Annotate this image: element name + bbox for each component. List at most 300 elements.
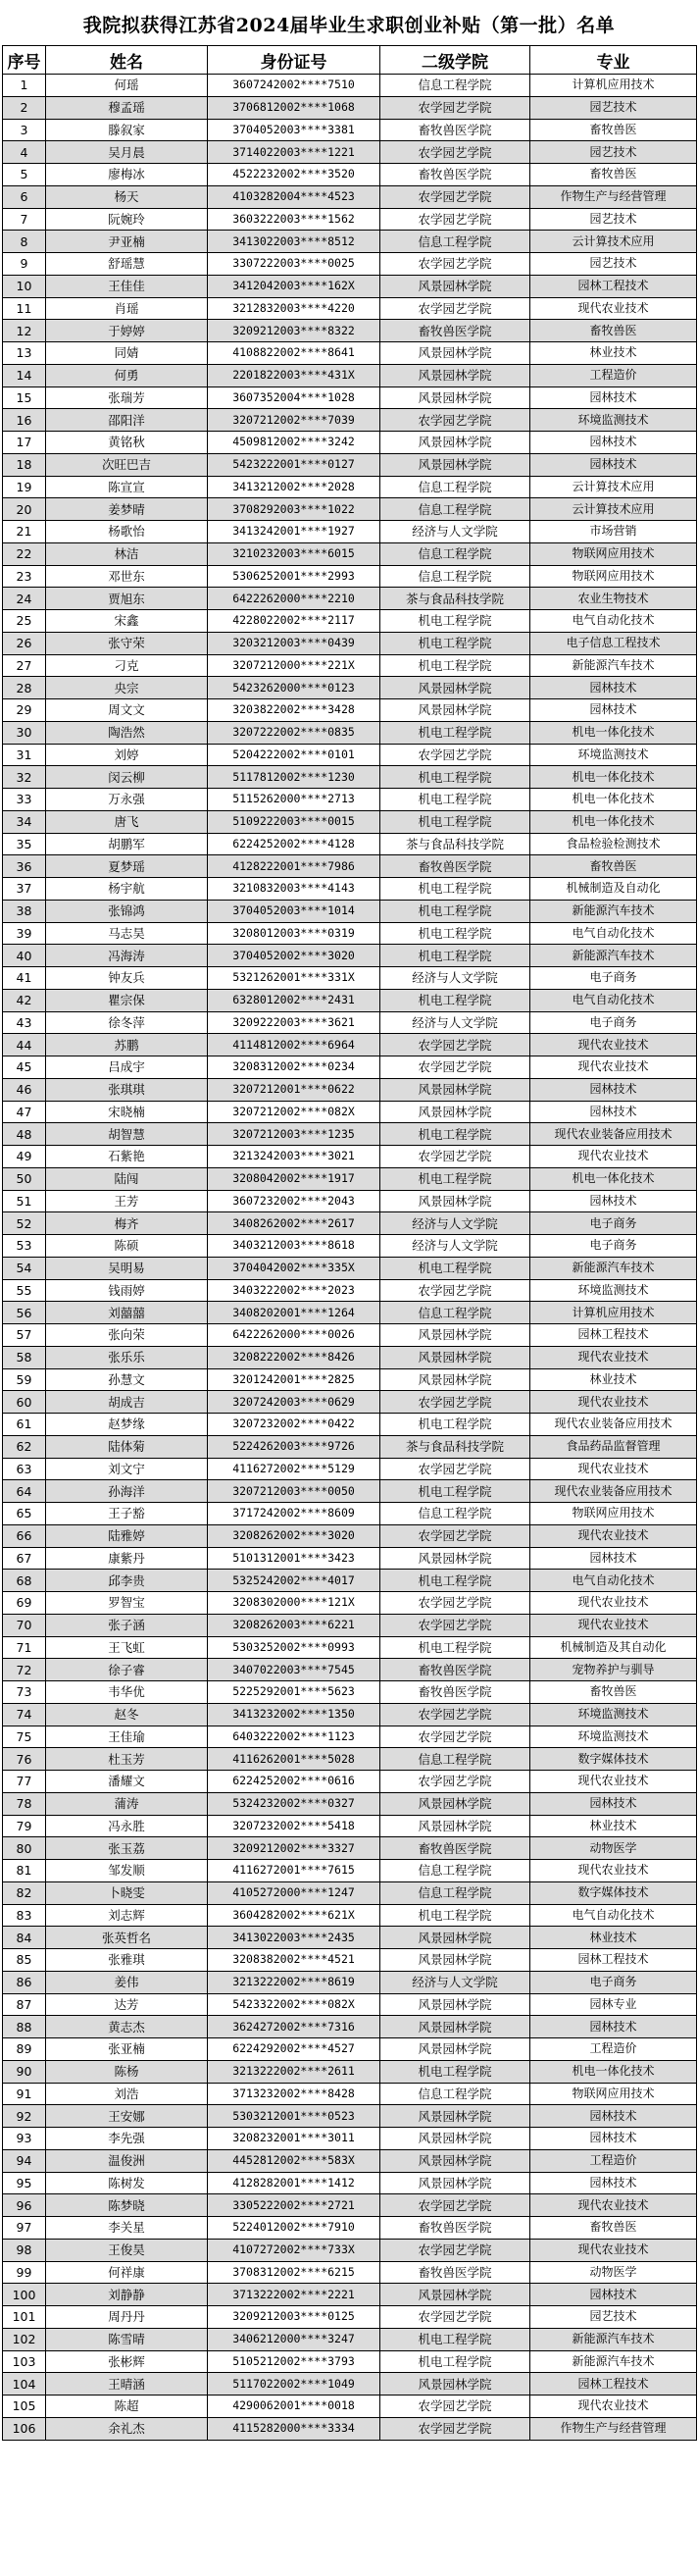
cell-college: 风景园林学院 [380,2128,530,2150]
table-row [3,2373,697,2396]
cell-college: 风景园林学院 [380,1815,530,1837]
cell-serial-number: 93 [3,2128,46,2150]
cell-serial-number: 84 [3,1927,46,1949]
cell-name: 刘静静 [46,2284,208,2306]
cell-name: 周文文 [46,699,208,722]
cell-name: 吴明易 [46,1257,208,1279]
table-row [3,1524,697,1547]
cell-college: 风景园林学院 [380,1927,530,1949]
cell-college: 机电工程学院 [380,1636,530,1659]
cell-id-number: 3704042002****335X [208,1257,380,1279]
cell-serial-number: 83 [3,1904,46,1927]
table-row [3,1993,697,2016]
table-row [3,2261,697,2284]
table-row [3,1815,697,1837]
cell-name: 钟友兵 [46,967,208,990]
cell-name: 夏梦瑶 [46,855,208,878]
cell-serial-number: 38 [3,900,46,922]
cell-serial-number: 15 [3,386,46,409]
table-row [3,1570,697,1592]
cell-id-number: 5224012002****7910 [208,2217,380,2240]
cell-serial-number: 102 [3,2328,46,2350]
cell-serial-number: 99 [3,2261,46,2284]
cell-name: 何祥康 [46,2261,208,2284]
cell-name: 张琪琪 [46,1078,208,1101]
table-row [3,342,697,365]
cell-college: 风景园林学院 [380,1547,530,1570]
cell-college: 农学园艺学院 [380,1458,530,1480]
cell-major: 云计算技术应用 [530,498,697,521]
cell-name: 李先强 [46,2128,208,2150]
cell-name: 冯永胜 [46,1815,208,1837]
header-serial-number: 序号 [3,46,46,75]
cell-serial-number: 65 [3,1503,46,1525]
cell-college: 茶与食品科技学院 [380,833,530,855]
cell-id-number: 3706812002****1068 [208,96,380,119]
cell-id-number: 3403212003****8618 [208,1235,380,1258]
cell-serial-number: 82 [3,1881,46,1904]
cell-id-number: 4105272000****1247 [208,1881,380,1904]
cell-id-number: 3207212000****221X [208,654,380,677]
cell-college: 信息工程学院 [380,1748,530,1771]
table-row [3,409,697,432]
cell-name: 刘囍囍 [46,1302,208,1324]
cell-id-number: 6224252002****0616 [208,1771,380,1793]
table-row [3,833,697,855]
cell-name: 姜梦晴 [46,498,208,521]
cell-id-number: 3207212002****082X [208,1101,380,1123]
cell-id-number: 3603222003****1562 [208,208,380,231]
cell-major: 新能源汽车技术 [530,654,697,677]
cell-id-number: 3207232002****5418 [208,1815,380,1837]
cell-major: 畜牧兽医 [530,2217,697,2240]
cell-major: 园艺技术 [530,2306,697,2329]
cell-college: 风景园林学院 [380,386,530,409]
cell-serial-number: 61 [3,1414,46,1436]
cell-id-number: 5105212002****3793 [208,2350,380,2373]
cell-college: 风景园林学院 [380,1346,530,1368]
cell-major: 新能源汽车技术 [530,945,697,967]
cell-college: 风景园林学院 [380,2284,530,2306]
table-row [3,766,697,789]
cell-name: 瞿宗保 [46,989,208,1011]
cell-college: 农学园艺学院 [380,208,530,231]
header-major: 专业 [530,46,697,75]
cell-college: 风景园林学院 [380,2172,530,2194]
cell-name: 张锦鸿 [46,900,208,922]
cell-serial-number: 31 [3,744,46,766]
cell-id-number: 4115282000****3334 [208,2417,380,2440]
cell-serial-number: 94 [3,2149,46,2172]
cell-name: 宋晓楠 [46,1101,208,1123]
cell-serial-number: 40 [3,945,46,967]
cell-serial-number: 74 [3,1703,46,1726]
cell-serial-number: 51 [3,1190,46,1212]
cell-id-number: 4452812002****583X [208,2149,380,2172]
cell-id-number: 3208232001****3011 [208,2128,380,2150]
cell-id-number: 3209212003****8322 [208,320,380,342]
table-row [3,1257,697,1279]
cell-college: 畜牧兽医学院 [380,2217,530,2240]
cell-name: 孙海洋 [46,1480,208,1503]
cell-college: 机电工程学院 [380,1570,530,1592]
cell-serial-number: 43 [3,1011,46,1034]
table-row [3,1881,697,1904]
cell-college: 风景园林学院 [380,677,530,699]
cell-major: 新能源汽车技术 [530,2328,697,2350]
cell-major: 园林技术 [530,386,697,409]
cell-serial-number: 62 [3,1435,46,1458]
cell-name: 次旺巴吉 [46,453,208,476]
cell-major: 林业技术 [530,1368,697,1391]
cell-id-number: 4128282001****1412 [208,2172,380,2194]
cell-name: 张守荣 [46,632,208,654]
cell-serial-number: 50 [3,1167,46,1190]
table-row [3,1837,697,1860]
cell-serial-number: 57 [3,1324,46,1347]
cell-id-number: 2201822003****431X [208,364,380,386]
cell-college: 信息工程学院 [380,1503,530,1525]
cell-serial-number: 45 [3,1056,46,1079]
cell-college: 机电工程学院 [380,2328,530,2350]
cell-name: 刁克 [46,654,208,677]
cell-college: 信息工程学院 [380,231,530,253]
header-name: 姓名 [46,46,208,75]
cell-major: 电气自动化技术 [530,1570,697,1592]
cell-name: 闵云柳 [46,766,208,789]
table-row [3,1748,697,1771]
cell-id-number: 3607242002****7510 [208,75,380,97]
cell-id-number: 3305222002****2721 [208,2194,380,2217]
cell-major: 园林技术 [530,1792,697,1815]
cell-id-number: 5324232002****0327 [208,1792,380,1815]
cell-major: 电气自动化技术 [530,922,697,945]
document-title: 我院拟获得江苏省2024届毕业生求职创业补贴（第一批）名单 [82,15,616,36]
cell-major: 园艺技术 [530,96,697,119]
cell-serial-number: 69 [3,1592,46,1615]
table-row [3,2417,697,2440]
cell-college: 农学园艺学院 [380,1034,530,1056]
cell-major: 园林技术 [530,2284,697,2306]
table-row [3,610,697,633]
cell-name: 黄铭秋 [46,432,208,454]
table-row [3,1167,697,1190]
cell-college: 农学园艺学院 [380,185,530,208]
cell-serial-number: 89 [3,2038,46,2061]
cell-name: 王安娜 [46,2105,208,2128]
table-row [3,1235,697,1258]
cell-major: 园林技术 [530,699,697,722]
cell-serial-number: 6 [3,185,46,208]
cell-id-number: 5423322002****082X [208,1993,380,2016]
cell-college: 机电工程学院 [380,1167,530,1190]
cell-id-number: 3207212003****1235 [208,1123,380,1146]
cell-id-number: 4108822002****8641 [208,342,380,365]
cell-id-number: 3413212002****2028 [208,476,380,498]
cell-serial-number: 42 [3,989,46,1011]
cell-major: 数字媒体技术 [530,1748,697,1771]
cell-id-number: 3413232002****1350 [208,1703,380,1726]
cell-serial-number: 63 [3,1458,46,1480]
cell-serial-number: 46 [3,1078,46,1101]
cell-serial-number: 86 [3,1971,46,1993]
cell-college: 信息工程学院 [380,1302,530,1324]
cell-name: 滕叙家 [46,119,208,141]
table-row [3,878,697,901]
cell-id-number: 3406212000****3247 [208,2328,380,2350]
table-row [3,1726,697,1748]
cell-major: 现代农业技术 [530,1056,697,1079]
cell-college: 机电工程学院 [380,900,530,922]
header-college: 二级学院 [380,46,530,75]
cell-major: 园艺技术 [530,141,697,164]
cell-id-number: 5204222002****0101 [208,744,380,766]
cell-serial-number: 105 [3,2396,46,2418]
cell-college: 农学园艺学院 [380,2417,530,2440]
table-row [3,588,697,610]
cell-serial-number: 16 [3,409,46,432]
cell-id-number: 3213222002****8619 [208,1971,380,1993]
cell-name: 温俊洲 [46,2149,208,2172]
cell-major: 现代农业技术 [530,1771,697,1793]
cell-college: 农学园艺学院 [380,744,530,766]
table-row [3,945,697,967]
cell-id-number: 3713222002****2221 [208,2284,380,2306]
cell-name: 杨歌怡 [46,521,208,543]
cell-college: 经济与人文学院 [380,1971,530,1993]
cell-serial-number: 48 [3,1123,46,1146]
cell-serial-number: 24 [3,588,46,610]
cell-college: 农学园艺学院 [380,1524,530,1547]
cell-name: 张亚楠 [46,2038,208,2061]
cell-serial-number: 72 [3,1659,46,1681]
cell-id-number: 4114812002****6964 [208,1034,380,1056]
cell-major: 环境监测技术 [530,744,697,766]
cell-id-number: 4116272001****7615 [208,1860,380,1882]
cell-serial-number: 12 [3,320,46,342]
cell-name: 邹发顺 [46,1860,208,1882]
cell-serial-number: 79 [3,1815,46,1837]
cell-name: 赵梦缘 [46,1414,208,1436]
cell-college: 农学园艺学院 [380,1726,530,1748]
cell-id-number: 3717242002****8609 [208,1503,380,1525]
cell-major: 机电一体化技术 [530,2060,697,2083]
cell-id-number: 5117812002****1230 [208,766,380,789]
cell-id-number: 6328012002****2431 [208,989,380,1011]
cell-name: 张向荣 [46,1324,208,1347]
cell-major: 工程造价 [530,2038,697,2061]
cell-name: 穆孟瑶 [46,96,208,119]
cell-id-number: 3208042002****1917 [208,1167,380,1190]
cell-serial-number: 90 [3,2060,46,2083]
cell-name: 冯海涛 [46,945,208,967]
table-row [3,1860,697,1882]
cell-serial-number: 106 [3,2417,46,2440]
cell-major: 畜牧兽医 [530,320,697,342]
cell-college: 农学园艺学院 [380,2194,530,2217]
cell-id-number: 5109222003****0015 [208,810,380,833]
cell-major: 园林技术 [530,2172,697,2194]
cell-major: 新能源汽车技术 [530,2350,697,2373]
cell-serial-number: 10 [3,275,46,297]
cell-serial-number: 85 [3,1949,46,1972]
cell-major: 工程造价 [530,364,697,386]
cell-college: 风景园林学院 [380,699,530,722]
cell-id-number: 5423222001****0127 [208,453,380,476]
table-row [3,521,697,543]
table-row [3,2284,697,2306]
cell-id-number: 3213222002****2611 [208,2060,380,2083]
cell-college: 风景园林学院 [380,1993,530,2016]
cell-serial-number: 20 [3,498,46,521]
cell-id-number: 4128222001****7986 [208,855,380,878]
cell-name: 康紫丹 [46,1547,208,1570]
table-row [3,2350,697,2373]
cell-serial-number: 95 [3,2172,46,2194]
cell-name: 王子豁 [46,1503,208,1525]
cell-name: 李关星 [46,2217,208,2240]
cell-major: 现代农业技术 [530,1391,697,1414]
cell-major: 食品检验检测技术 [530,833,697,855]
cell-major: 园林技术 [530,1190,697,1212]
cell-name: 黄志杰 [46,2016,208,2038]
cell-id-number: 3307222003****0025 [208,253,380,276]
cell-college: 畜牧兽医学院 [380,164,530,186]
cell-major: 食品药品监督管理 [530,1435,697,1458]
cell-major: 园林技术 [530,1101,697,1123]
cell-serial-number: 64 [3,1480,46,1503]
cell-major: 物联网应用技术 [530,565,697,588]
cell-serial-number: 1 [3,75,46,97]
cell-major: 新能源汽车技术 [530,1257,697,1279]
cell-name: 王佳佳 [46,275,208,297]
table-row [3,855,697,878]
cell-name: 张彬辉 [46,2350,208,2373]
cell-college: 机电工程学院 [380,989,530,1011]
cell-major: 电气自动化技术 [530,610,697,633]
cell-serial-number: 44 [3,1034,46,1056]
cell-serial-number: 47 [3,1101,46,1123]
cell-name: 吴月晨 [46,141,208,164]
cell-id-number: 3208382002****4521 [208,1949,380,1972]
cell-name: 刘婷 [46,744,208,766]
cell-serial-number: 68 [3,1570,46,1592]
table-row [3,2060,697,2083]
cell-major: 云计算技术应用 [530,476,697,498]
cell-serial-number: 18 [3,453,46,476]
cell-major: 计算机应用技术 [530,75,697,97]
cell-name: 陆体菊 [46,1435,208,1458]
cell-name: 马志昊 [46,922,208,945]
cell-serial-number: 19 [3,476,46,498]
cell-college: 风景园林学院 [380,2373,530,2396]
cell-major: 机电一体化技术 [530,810,697,833]
cell-name: 徐冬萍 [46,1011,208,1034]
table-body [3,75,697,2441]
cell-id-number: 3624272002****7316 [208,2016,380,2038]
recipient-table [2,45,697,2441]
cell-name: 林洁 [46,542,208,565]
cell-name: 贾旭东 [46,588,208,610]
cell-name: 周丹丹 [46,2306,208,2329]
cell-id-number: 3208262003****6221 [208,1614,380,1636]
cell-college: 机电工程学院 [380,878,530,901]
cell-major: 物联网应用技术 [530,2083,697,2105]
cell-id-number: 6422262000****2210 [208,588,380,610]
cell-major: 机电一体化技术 [530,789,697,811]
cell-serial-number: 22 [3,542,46,565]
cell-major: 宠物养护与驯导 [530,1659,697,1681]
table-row [3,1279,697,1302]
cell-serial-number: 39 [3,922,46,945]
cell-college: 机电工程学院 [380,922,530,945]
cell-name: 于婷婷 [46,320,208,342]
cell-name: 赵冬 [46,1703,208,1726]
cell-major: 机电一体化技术 [530,721,697,744]
cell-major: 畜牧兽医 [530,164,697,186]
cell-college: 农学园艺学院 [380,1592,530,1615]
cell-college: 机电工程学院 [380,654,530,677]
cell-college: 信息工程学院 [380,75,530,97]
table-row [3,231,697,253]
table-row [3,2038,697,2061]
cell-college: 畜牧兽医学院 [380,320,530,342]
cell-major: 现代农业技术 [530,297,697,320]
table-row [3,1056,697,1079]
cell-id-number: 5303212001****0523 [208,2105,380,2128]
cell-serial-number: 98 [3,2239,46,2261]
cell-college: 农学园艺学院 [380,297,530,320]
cell-name: 韦华优 [46,1681,208,1704]
table-row [3,632,697,654]
cell-college: 农学园艺学院 [380,141,530,164]
cell-id-number: 3413242001****1927 [208,521,380,543]
cell-major: 园林工程技术 [530,2373,697,2396]
cell-serial-number: 17 [3,432,46,454]
cell-serial-number: 101 [3,2306,46,2329]
table-row [3,432,697,454]
table-row [3,96,697,119]
header-id-number: 身份证号 [208,46,380,75]
cell-id-number: 5115262000****2713 [208,789,380,811]
cell-name: 廖梅冰 [46,164,208,186]
cell-college: 风景园林学院 [380,1190,530,1212]
cell-college: 风景园林学院 [380,342,530,365]
cell-major: 园林技术 [530,2016,697,2038]
cell-id-number: 3714022003****1221 [208,141,380,164]
table-row [3,721,697,744]
cell-serial-number: 23 [3,565,46,588]
table-row [3,1592,697,1615]
cell-major: 动物医学 [530,2261,697,2284]
cell-name: 姜伟 [46,1971,208,1993]
cell-college: 机电工程学院 [380,2350,530,2373]
cell-name: 罗智宝 [46,1592,208,1615]
cell-college: 风景园林学院 [380,2149,530,2172]
cell-college: 风景园林学院 [380,1078,530,1101]
cell-name: 阮婉玲 [46,208,208,231]
table-row [3,1636,697,1659]
cell-major: 电气自动化技术 [530,1904,697,1927]
cell-major: 机电一体化技术 [530,766,697,789]
cell-major: 现代农业技术 [530,1614,697,1636]
cell-major: 园林技术 [530,2128,697,2150]
cell-major: 园林技术 [530,677,697,699]
cell-serial-number: 4 [3,141,46,164]
cell-major: 作物生产与经营管理 [530,185,697,208]
cell-serial-number: 54 [3,1257,46,1279]
cell-name: 胡成吉 [46,1391,208,1414]
